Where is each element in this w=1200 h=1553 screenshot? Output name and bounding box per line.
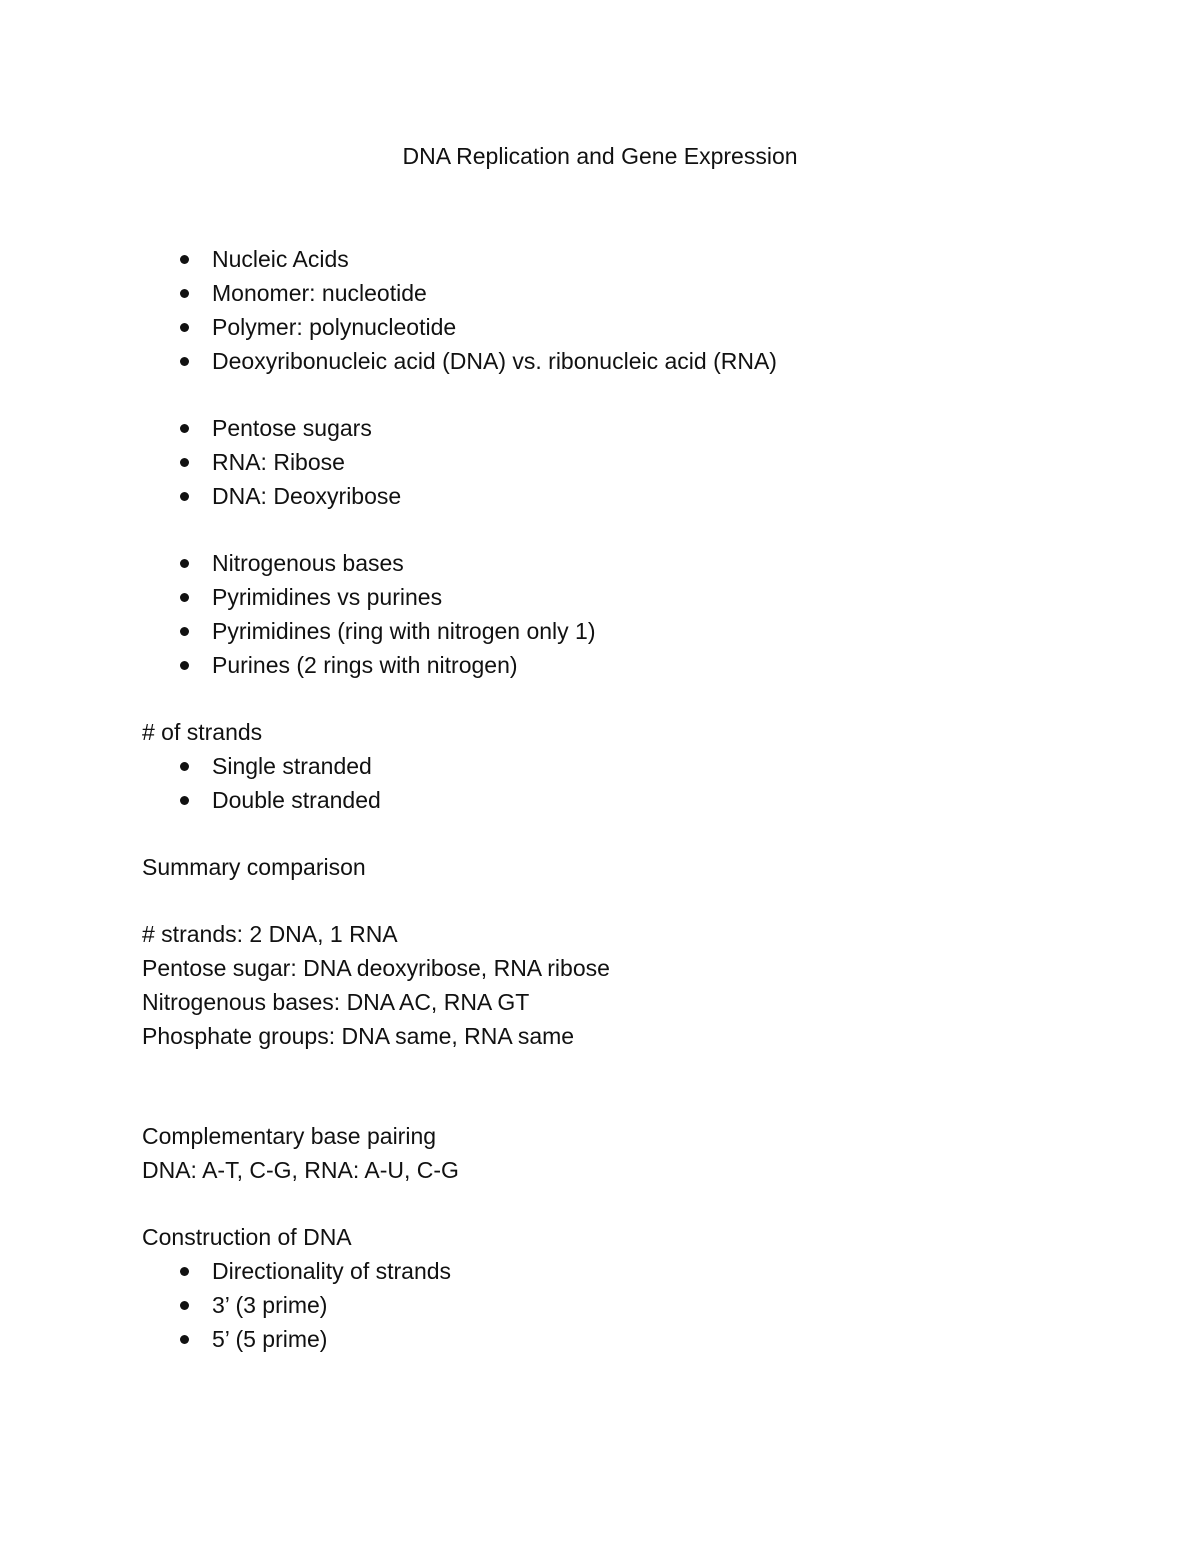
summary-line: Phosphate groups: DNA same, RNA same xyxy=(142,1023,575,1049)
bullet-icon xyxy=(180,762,189,771)
bullet-icon xyxy=(180,661,189,670)
construction-heading: Construction of DNA xyxy=(142,1224,352,1250)
nitrogenous-bases-list xyxy=(142,546,1102,682)
list-item: RNA: Ribose xyxy=(142,445,1102,479)
bullet-icon xyxy=(180,458,189,467)
bullet-icon xyxy=(180,627,189,636)
spacer xyxy=(142,884,1102,917)
pairing-heading: Complementary base pairing xyxy=(142,1123,437,1149)
list-item: Single stranded xyxy=(142,749,1102,783)
list-item: Pyrimidines (ring with nitrogen only 1) xyxy=(142,614,1102,648)
list-item: Pyrimidines vs purines xyxy=(142,580,1102,614)
list-item: Double stranded xyxy=(142,783,1102,817)
bullet-icon xyxy=(180,492,189,501)
bullet-icon xyxy=(180,289,189,298)
bullet-icon xyxy=(180,1267,189,1276)
summary-line: Pentose sugar: DNA deoxyribose, RNA ribose xyxy=(142,955,610,981)
list-item: Polymer: polynucleotide xyxy=(142,310,1102,344)
construction-list xyxy=(142,1254,1102,1356)
list-item: Nucleic Acids xyxy=(142,242,1102,276)
bullet-icon xyxy=(180,593,189,602)
bullet-icon xyxy=(180,255,189,264)
list-item: Nitrogenous bases xyxy=(142,546,1102,580)
bullet-icon xyxy=(180,357,189,366)
list-item: Pentose sugars xyxy=(142,411,1102,445)
bullet-icon xyxy=(180,323,189,332)
summary-line: Nitrogenous bases: DNA AC, RNA GT xyxy=(142,989,530,1015)
spacer xyxy=(142,682,1102,715)
spacer xyxy=(142,1187,1102,1220)
list-item: Monomer: nucleotide xyxy=(142,276,1102,310)
nucleic-acids-list xyxy=(142,242,1102,378)
list-item: Purines (2 rings with nitrogen) xyxy=(142,648,1102,682)
document-body xyxy=(142,242,1102,1356)
summary-line: # strands: 2 DNA, 1 RNA xyxy=(142,921,398,947)
bullet-icon xyxy=(180,424,189,433)
pairing-line: DNA: A-T, C-G, RNA: A-U, C-G xyxy=(142,1157,459,1183)
bullet-icon xyxy=(180,559,189,568)
bullet-icon xyxy=(180,1301,189,1310)
strands-heading: # of strands xyxy=(142,719,263,745)
list-item: Deoxyribonucleic acid (DNA) vs. ribonucleic acid (RNA) xyxy=(142,344,1102,378)
bullet-icon xyxy=(180,796,189,805)
list-item: 3’ (3 prime) xyxy=(142,1288,1102,1322)
page-title: DNA Replication and Gene Expression xyxy=(402,143,798,169)
list-item: 5’ (5 prime) xyxy=(142,1322,1102,1356)
list-item: Directionality of strands xyxy=(142,1254,1102,1288)
list-item: DNA: Deoxyribose xyxy=(142,479,1102,513)
spacer xyxy=(142,378,1102,411)
summary-heading: Summary comparison xyxy=(142,854,366,880)
bullet-icon xyxy=(180,1335,189,1344)
spacer xyxy=(142,817,1102,850)
spacer xyxy=(142,513,1102,546)
spacer xyxy=(142,1053,1102,1119)
strands-list xyxy=(142,749,1102,817)
pentose-sugars-list xyxy=(142,411,1102,513)
